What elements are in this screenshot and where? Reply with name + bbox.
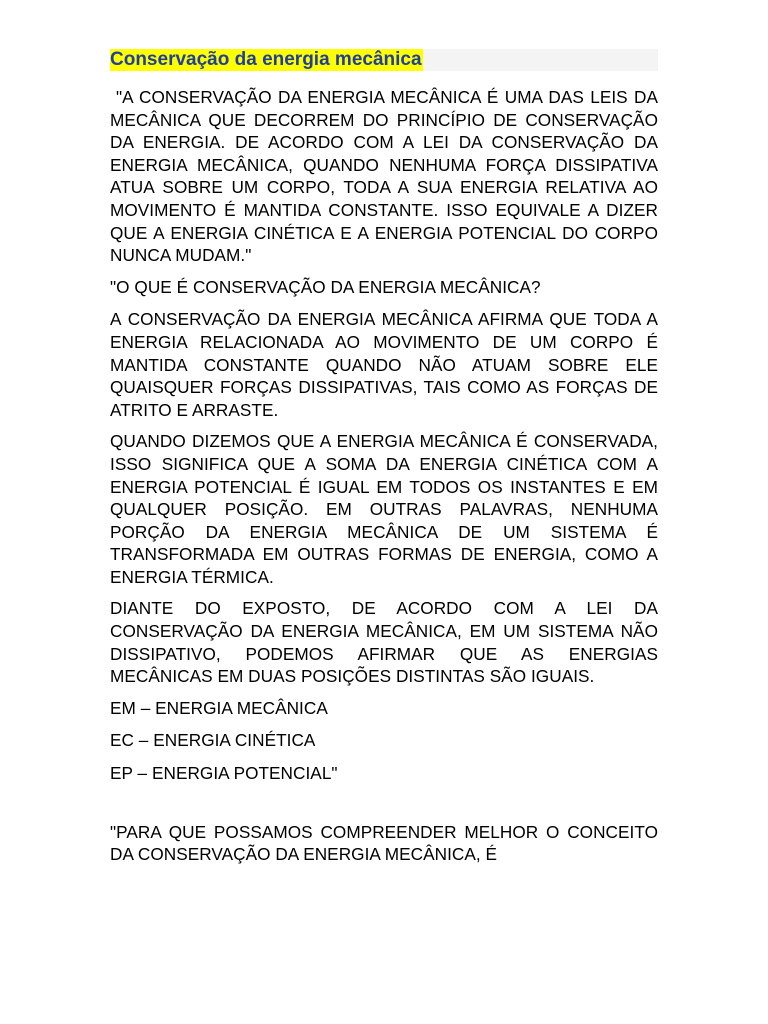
title-row (110, 48, 658, 72)
list-item-ec: EC – ENERGIA CINÉTICA (110, 730, 316, 751)
paragraph-intro-quote: "A CONSERVAÇÃO DA ENERGIA MECÂNICA É UMA DAS LEIS DA MECÂNICA QUE DECORREM DO PRINCÍPIO DE CONSERVAÇÃO DA ENERGIA. DE ACORDO COM A LEI DA CONSERVAÇÃO DA ENERGIA MECÂNICA, QUANDO NENHUMA FORÇA DISSIPATIVA ATUA SOBRE UM CORPO, TODA A SUA ENERGIA RELATIVA AO MOVIMENTO É MANTIDA CONSTANTE. ISSO EQUIVALE A DIZER QUE A ENERGIA CINÉTICA E A ENERGIA POTENCIAL DO CORPO NUNCA MUDAM." (110, 87, 658, 266)
paragraph-question: "O QUE É CONSERVAÇÃO DA ENERGIA MECÂNICA? (110, 276, 541, 297)
paragraph-definition: A CONSERVAÇÃO DA ENERGIA MECÂNICA AFIRMA QUE TODA A ENERGIA RELACIONADA AO MOVIMENTO DE UM CORPO É MANTIDA CONSTANTE QUANDO NÃO ATUAM SOBRE ELE QUAISQUER FORÇAS DISSIPATIVAS, TAIS COMO AS FORÇAS DE ATRITO E ARRASTE. (110, 309, 658, 420)
list-item-em: EM – ENERGIA MECÂNICA (110, 697, 328, 718)
document-title: Conservação da energia mecânica (110, 49, 422, 70)
list-item-ep: EP – ENERGIA POTENCIAL" (110, 763, 338, 784)
section-gap (110, 795, 658, 821)
paragraph-conserved-meaning: QUANDO DIZEMOS QUE A ENERGIA MECÂNICA É CONSERVADA, ISSO SIGNIFICA QUE A SOMA DA ENERGIA CINÉTICA COM A ENERGIA POTENCIAL É IGUAL EM TODOS OS INSTANTES E EM QUALQUER POSIÇÃO. EM OUTRAS PALAVRAS, NENHUMA PORÇÃO DA ENERGIA MECÂNICA DE UM SISTEMA É TRANSFORMADA EM OUTRAS FORMAS DE ENERGIA, COMO A ENERGIA TÉRMICA. (110, 431, 658, 587)
paragraph-conclusion: DIANTE DO EXPOSTO, DE ACORDO COM A LEI DA CONSERVAÇÃO DA ENERGIA MECÂNICA, EM UM SISTEMA NÃO DISSIPATIVO, PODEMOS AFIRMAR QUE AS ENERGIAS MECÂNICAS EM DUAS POSIÇÕES DISTINTAS SÃO IGUAIS. (110, 598, 658, 687)
paragraph-continuation: "PARA QUE POSSAMOS COMPREENDER MELHOR O CONCEITO DA CONSERVAÇÃO DA ENERGIA MECÂNICA, É (110, 821, 658, 865)
